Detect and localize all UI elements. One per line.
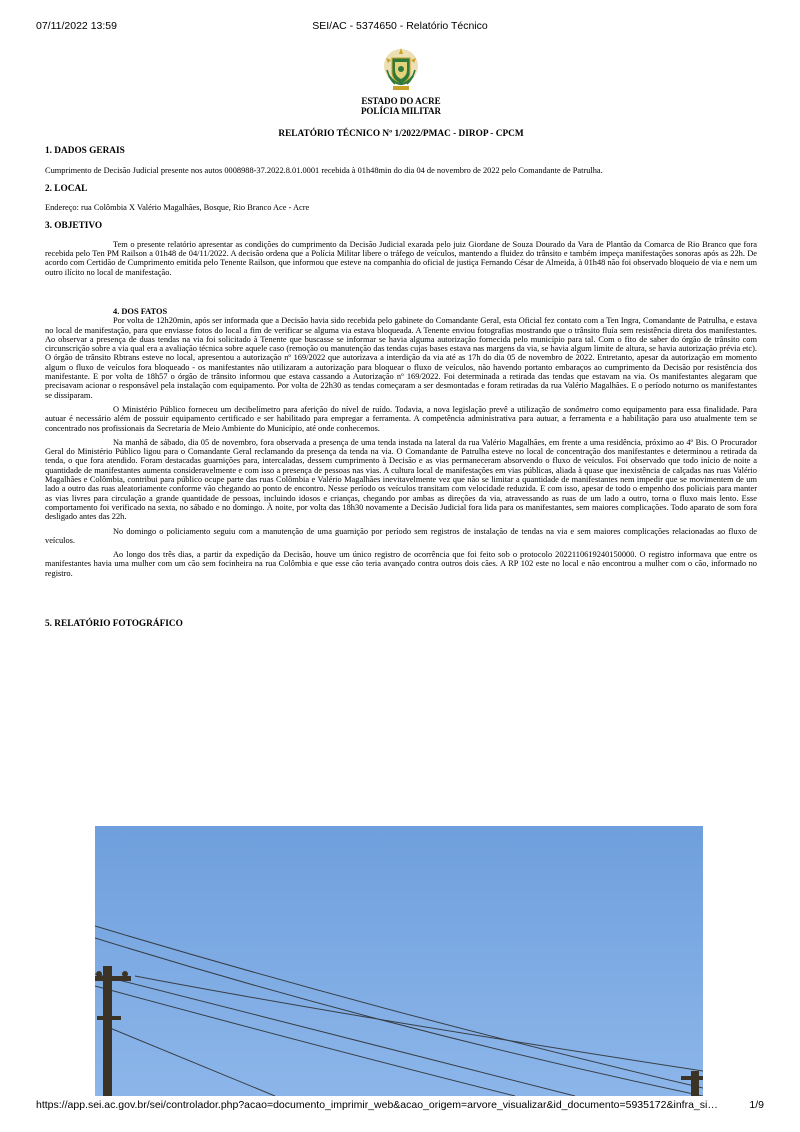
print-doc-title: SEI/AC - 5374650 - Relatório Técnico xyxy=(312,20,488,32)
fatos-paragraph-4: No domingo o policiamento seguiu com a manutenção de uma guarnição por período sem registros de instalação de tendas na via e sem maiores complicações relacionadas ao fluxo de veículos. xyxy=(45,526,757,545)
report-title: RELATÓRIO TÉCNICO Nº 1/2022/PMAC - DIROP - CPCM xyxy=(278,129,524,139)
street-photo-icon xyxy=(95,826,703,1096)
fatos-paragraph-3: Na manhã de sábado, dia 05 de novembro, fora observada a presença de uma tenda instada na lateral da rua Valério Magalhães, em frente a uma residência, próximo ao 4º Bis. O Procurador Geral do Ministério Público ligou para o Comandante Geral reclamando da presença da tenda na via. O Comandante de Patrulha esteve no local de concentração dos manifestantes e determinou a retirada da tenda, o que fora atendido. Foram destacadas guarnições para, intercaladas, dessem cumprimento à Decisão e as vias permaneceram absorvendo o fluxo de veículos. Foi observado que todo início de noite a quantidade de manifestantes aumenta consideravelmente e com isso a presença de pessoas nas vias. A cultura local de manifestações em vias públicas, aliada à quase que inexistência de calçadas nas ruas Valério Magalhães e Colômbia, contribui para público ocupe parte das ruas Colômbia e Valério Magalhães inevitavelmente vez que não se limitar a quantidade de manifestantes nem impedir que se movimentem de um lado a outro das ruas aleatoriamente conforme vão chegando ao ponto de encontro. Nesse período os veículos transitam com velocidade reduzida. E com isso, apesar de todo o empenho dos policiais para manter as vias livres para circulação a grande quantidade de pessoas, incluindo idosos e crianças, chegando por ambas as direções da via, atravessando as ruas de um lado a outro, torna o fluxo mais lento. Esse comportamento foi verificado na sexta, no sábado e no domingo. À noite, por volta das 18h30 novamente a Decisão Judicial fora lida para os manifestantes, sem maiores complicações. Todo aparato de som fora desligado antes das 22h. xyxy=(45,437,757,522)
dados-gerais-text: Cumprimento de Decisão Judicial presente nos autos 0008988-37.2022.8.01.0001 recebida à 01h48min do dia 04 de novembro de 2022 pelo Comandante de Patrulha. xyxy=(45,165,603,175)
section-heading-local: 2. LOCAL xyxy=(45,183,88,194)
print-header xyxy=(36,20,764,34)
page-number: 1/9 xyxy=(749,1099,764,1111)
print-footer xyxy=(36,1099,764,1113)
fatos-p2-start: O Ministério Público forneceu um decibelímetro para aferição do nível de ruído. Todavia, a nova legislação prevê a utilização de xyxy=(113,404,564,414)
report-photo xyxy=(95,826,703,1096)
section-heading-fotografico: 5. RELATÓRIO FOTOGRÁFICO xyxy=(45,618,183,629)
fatos-p2-term: sonômetro xyxy=(563,404,599,414)
local-text: Endereço: rua Colômbia X Valério Magalhães, Bosque, Rio Branco Ace - Acre xyxy=(45,203,310,213)
section-heading-dados-gerais: 1. DADOS GERAIS xyxy=(45,146,125,157)
section-heading-objetivo: 3. OBJETIVO xyxy=(45,221,103,232)
institution-name: POLÍCIA MILITAR xyxy=(360,106,442,116)
coat-of-arms-icon xyxy=(381,46,421,94)
objetivo-text: Tem o presente relatório apresentar as condições do cumprimento da Decisão Judicial exarada pelo juiz Giordane de Souza Dourado da Vara de Plantão da Comarca de Rio Branco que fora recebida pelo Ten PM Railson a 01h48 de 04/11/2022. A decisão ordena que a Polícia Militar libere o tráfego de veículos, mantendo a fluidez do trânsito e também impeça manifestações sonoras após as 22h. De acordo com Certidão de Cumprimento emitida pelo Tenente Railson, que informou que esteve na companhia do oficial de justiça Fernando César de Almeida, à 01h48 não foi observado bloqueio de via e nem um outro ilícito no local de manifestação. xyxy=(45,239,757,277)
document-body xyxy=(45,46,757,629)
fatos-paragraph-2 xyxy=(45,405,757,433)
state-name: ESTADO DO ACRE xyxy=(361,96,441,106)
fatos-paragraph-1: Por volta de 12h20min, após ser informada que a Decisão havia sido recebida pelo gabinete do Comandante Geral, esta Oficial fez contato com a Ten Ingra, Comandante de Patrulha, e estava no local de manifestação, para que enviasse fotos do local a fim de verificar se alguma via estava bloqueada. A Tenente enviou fotografias mostrando que o trânsito fluía sem resistência direta dos manifestantes. Ao observar a presença de duas tendas na via foi solicitado à Tenente que buscasse se informar se havia alguma autorização fornecida pelo município para tal. Com o fito de saber do órgão de trânsito com circunscrição sobre a via qual era a avaliação técnica sobre aquele caso (remoção ou manutenção das tendas cujas bases estava nas margens da via, se havia algum limite de altura, se havia autorização prévia etc). O órgão de trânsito Rbtrans esteve no local, apresentou a autorização nº 169/2022 que autorizava a interdição da via até as 17h do dia 05 de novembro de 2022. Entretanto, apesar da autorização em momento algum o fluxo de veículos fora bloqueado - os manifestantes não utilizaram a autorização para bloquear o fluxo de veículos, não havendo portanto embaraços ao cumprimento da Decisão por resistência dos manifestante. E por volta de 18h57 o órgão de trânsito informou que estava cassando a Autorização nº 169/2022. Foi determinada a retirada das tendas que estavam na via. Os manifestantes alegaram que precisavam acionar o responsável pela instalação com equipamento. Por volta de 22h30 as tendas começaram a ser desmontadas e foram retiradas da rua Valério Magalhães. E o período noturno os manifestantes se dissiparam. xyxy=(45,316,757,400)
document-url-link[interactable]: https://app.sei.ac.gov.br/sei/controlador.php?acao=documento_imprimir_web&acao_origem=arvore_visualizar&id_documento=5935172&infra_si… xyxy=(36,1099,718,1111)
section-heading-fatos: 4. DOS FATOS xyxy=(113,306,168,316)
print-datetime: 07/11/2022 13:59 xyxy=(36,20,117,32)
fatos-p2-end: como equipamento para essa finalidade. Para autuar é necessário além de possuir equipamento certificado e ser habilitado para empregar a ferramenta. A competência administrativa para autuar, a ferramenta e a habilitação para uso atualmente tem se concentrado nos profissionais da Secretaria de Meio Ambiente do Município, até onde conhecemos. xyxy=(45,404,758,433)
fatos-paragraph-5: Ao longo dos três dias, a partir da expedição da Decisão, houve um único registro de ocorrência que foi feito sob o protocolo 2022110619240150000. O registro informava que entre os manifestantes havia uma mulher com um cão sem focinheira na rua Colômbia e que esse cão teria avançado contra outros dois cães. A RP 102 este no local e não encontrou a mulher com o cão, informado no registro. xyxy=(45,550,757,578)
